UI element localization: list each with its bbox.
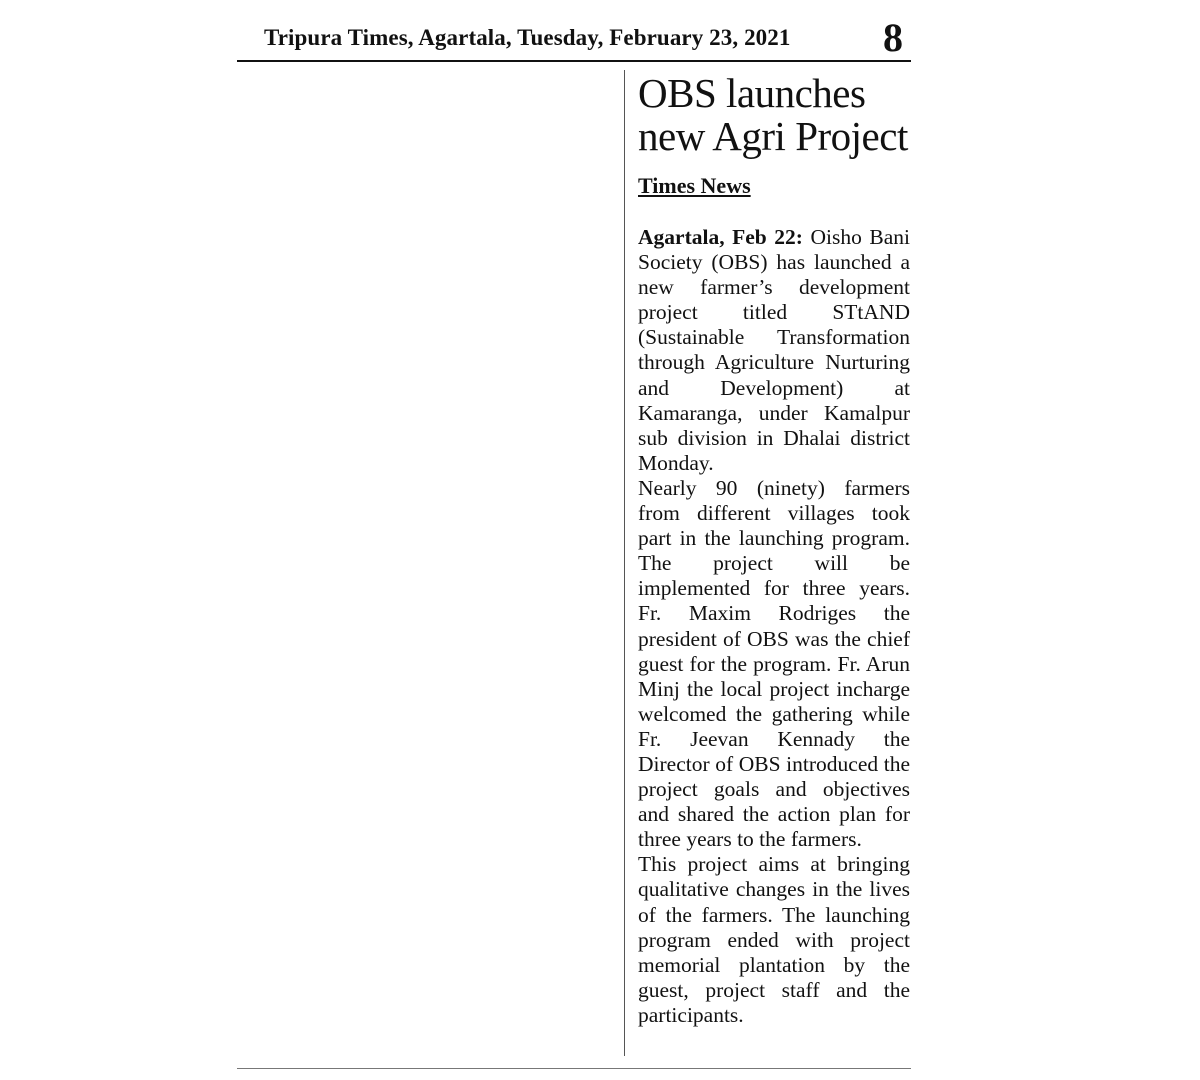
article-paragraph-3: This project aims at bringing qualitative changes in the lives of the farmers. The launching program ended with project memorial plantation by the guest, project staff and the participants. bbox=[638, 852, 910, 1027]
article-headline bbox=[638, 72, 910, 158]
page-number: 8 bbox=[883, 15, 903, 60]
news-article bbox=[638, 72, 910, 1028]
article-paragraph-2: Nearly 90 (ninety) farmers from different villages took part in the launching program. The project will be implemented for three years. Fr. Maxim Rodriges the president of OBS was the chief guest for the program. Fr. Arun Minj the local project incharge welcomed the gathering while Fr. Jeevan Kennady the Director of OBS introduced the project goals and objectives and shared the action plan for three years to the farmers. bbox=[638, 475, 910, 852]
paragraph-1-text: Oisho Bani Society (OBS) has launched a new farmer’s development project titled STtAND (Sustainable Transformation through Agriculture Nurturing and Development) at Kamaranga, under Kamalpur sub division in Dhalai district Monday. bbox=[638, 225, 910, 475]
article-paragraph-1 bbox=[638, 225, 910, 476]
article-byline: Times News bbox=[638, 173, 751, 198]
headline-line-1: OBS launches bbox=[638, 70, 866, 116]
article-body bbox=[638, 225, 910, 1028]
bottom-divider bbox=[237, 1068, 911, 1069]
article-dateline: Agartala, Feb 22: bbox=[638, 225, 803, 249]
masthead-title: Tripura Times, Agartala, Tuesday, February 23, 2021 bbox=[264, 25, 791, 50]
masthead bbox=[237, 15, 911, 62]
headline-line-2: new Agri Project bbox=[638, 113, 908, 159]
column-divider bbox=[624, 70, 625, 1056]
